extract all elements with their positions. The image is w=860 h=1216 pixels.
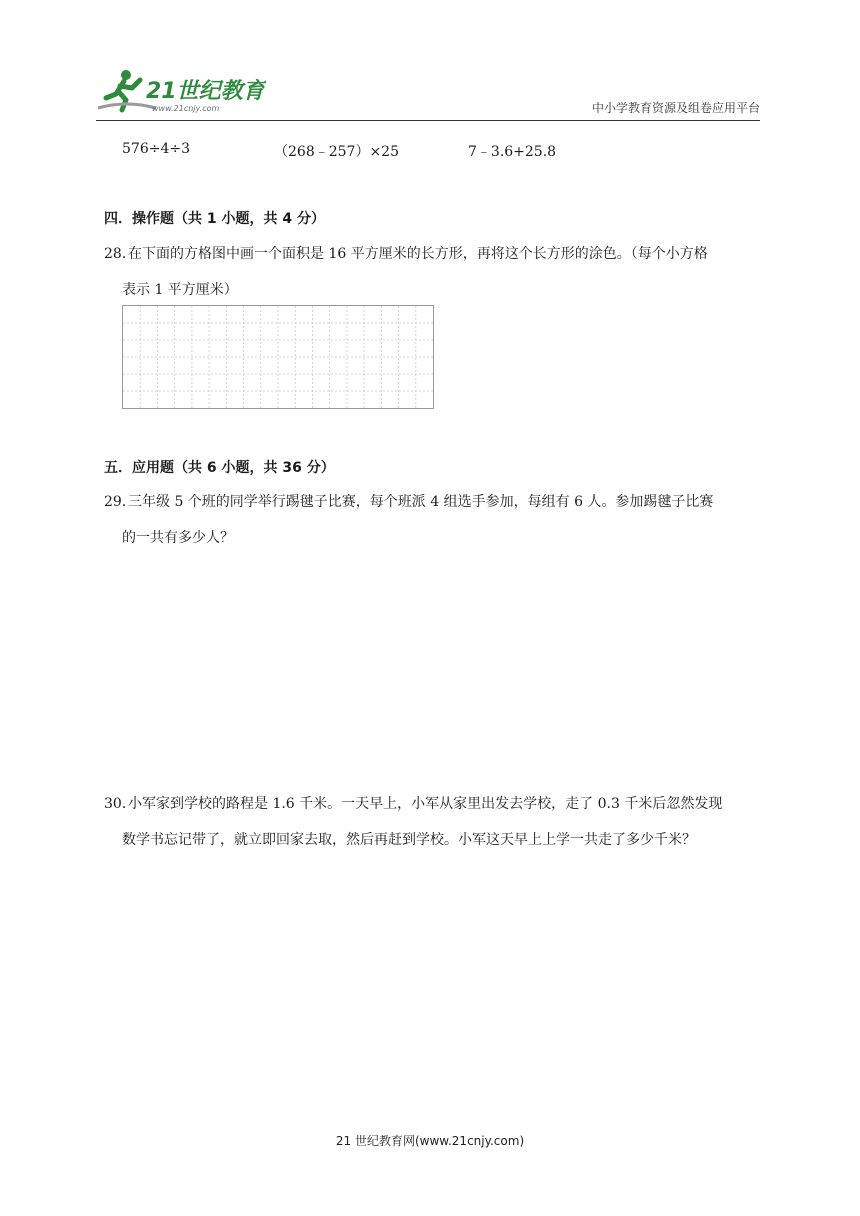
page-footer: 21 世纪教育网(www.21cnjy.com): [335, 1134, 525, 1148]
expression-2: （268﹣257）×25: [274, 144, 399, 160]
question-text: 在下面的方格图中画一个面积是 16 平方厘米的长方形，再将这个长方形的涂色。（每个小方格: [128, 246, 708, 262]
question-number: 30．: [104, 796, 136, 812]
question-text-cont: 表示 1 平方厘米）: [122, 282, 238, 298]
header-divider: [96, 120, 760, 121]
platform-title: 中小学教育资源及组卷应用平台: [591, 101, 760, 115]
question-29: [104, 484, 764, 556]
question-number: 29．: [104, 494, 136, 510]
site-logo: [96, 64, 266, 116]
logo-text: 21世纪教育: [146, 79, 265, 104]
square-grid[interactable]: [122, 305, 434, 409]
section-title-application: 五．应用题（共 6 小题，共 36 分）: [104, 460, 335, 476]
section-title-operation: 四．操作题（共 1 小题，共 4 分）: [104, 211, 325, 227]
question-number: 28．: [104, 246, 136, 262]
expression-3: 7﹣3.6+25.8: [468, 144, 557, 160]
question-text-cont: 的一共有多少人？: [122, 530, 234, 546]
logo-url: www.21cnjy.com: [152, 104, 220, 113]
question-30: [104, 786, 764, 858]
question-text-cont: 数学书忘记带了，就立即回家去取，然后再赶到学校。小军这天早上上学一共走了多少千米？: [122, 832, 696, 848]
question-text: 小军家到学校的路程是 1.6 千米。一天早上，小军从家里出发去学校，走了 0.3 千米后忽然发现: [128, 796, 723, 812]
expression-1: 576÷4÷3: [122, 141, 190, 157]
question-text: 三年级 5 个班的同学举行踢毽子比赛，每个班派 4 组选手参加，每组有 6 人。参加踢毽子比赛: [128, 494, 714, 510]
question-28: [104, 236, 764, 308]
